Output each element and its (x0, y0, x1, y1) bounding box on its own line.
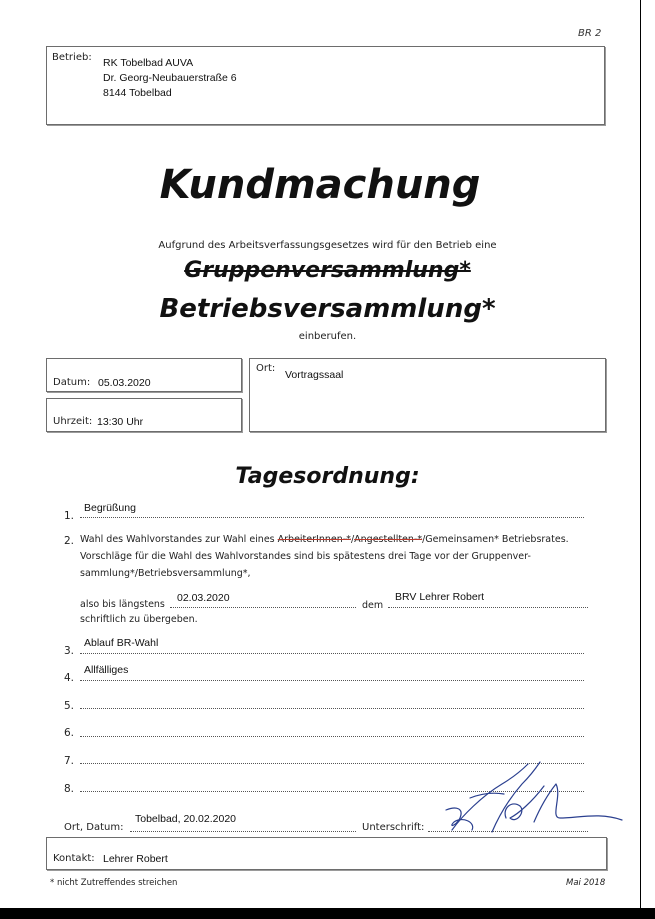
betrieb-street: Dr. Georg-Neubauerstraße 6 (103, 72, 237, 84)
place-date-line (130, 831, 356, 832)
dem-label: dem (362, 600, 384, 611)
assembly-struck-text: Gruppenversammlung* (184, 258, 471, 283)
ort-label: Ort: (256, 363, 276, 374)
footnote: * nicht Zutreffendes streichen (50, 878, 178, 888)
submit-text: schriftlich zu übergeben. (80, 614, 198, 625)
place-date-value: Tobelbad, 20.02.2020 (135, 813, 237, 825)
kontakt-value: Lehrer Robert (103, 853, 168, 865)
agenda-item-4-line (80, 680, 584, 681)
agenda-item-2-text-a: Wahl des Wahlvorstandes zur Wahl eines (80, 534, 278, 545)
until-label: also bis längstens (80, 599, 165, 610)
agenda-item-6-number: 6. (64, 727, 75, 739)
agenda-item-1-text: Begrüßung (84, 502, 136, 514)
edition: Mai 2018 (566, 878, 606, 888)
agenda-item-3-number: 3. (64, 645, 75, 657)
scan-edge (641, 0, 655, 908)
agenda-item-7-number: 7. (64, 755, 75, 767)
agenda-item-2-struck-a: ArbeiterInnen-* (277, 534, 351, 545)
agenda-item-8-number: 8. (64, 783, 75, 795)
assembly-title: Betriebsversammlung* (159, 294, 496, 324)
handwritten-signature (440, 758, 630, 838)
agenda-item-5-number: 5. (64, 700, 75, 712)
ort-value: Vortragssaal (285, 369, 344, 381)
agenda-item-1-line (80, 517, 584, 518)
agenda-item-2-sep-a: / (350, 534, 355, 545)
agenda-item-5-line (80, 708, 584, 709)
betrieb-label: Betrieb: (52, 52, 92, 63)
until-date: 02.03.2020 (177, 592, 230, 604)
betrieb-name: RK Tobelbad AUVA (103, 57, 194, 69)
until-line (170, 607, 356, 608)
agenda-item-2-struck-b: Angestellten-* (354, 534, 423, 545)
datum-value: 05.03.2020 (98, 377, 151, 389)
betrieb-city: 8144 Tobelbad (103, 87, 172, 99)
agenda-item-4-number: 4. (64, 672, 75, 684)
betrieb-box (46, 46, 605, 125)
page-title: Kundmachung (159, 162, 481, 208)
uhrzeit-value: 13:30 Uhr (97, 416, 144, 428)
assembly-struck (0, 258, 655, 283)
uhrzeit-box (46, 398, 242, 432)
agenda-title: Tagesordnung: (235, 464, 420, 489)
agenda-item-2-text-b: /Gemeinsamen* Betriebsrates. (422, 534, 569, 545)
kontakt-label: Kontakt: (53, 853, 95, 864)
form-code: BR 2 (578, 28, 602, 39)
datum-label: Datum: (53, 377, 91, 388)
dem-value: BRV Lehrer Robert (395, 591, 485, 603)
intro-text: Aufgrund des Arbeitsverfassungsgesetzes wird für den Betrieb eine (158, 240, 497, 251)
agenda-item-2-number: 2. (64, 535, 75, 547)
agenda-item-3-text: Ablauf BR-Wahl (84, 637, 159, 649)
ort-box (249, 358, 606, 432)
signature-label: Unterschrift: (362, 822, 425, 833)
agenda-item-4-text: Allfälliges (84, 664, 129, 676)
agenda-item-2-line-1 (80, 531, 569, 548)
agenda-item-3-line (80, 653, 584, 654)
agenda-item-1-number: 1. (64, 510, 75, 522)
datum-box (46, 358, 242, 392)
convened-text: einberufen. (298, 331, 357, 342)
agenda-item-2-line-2: Vorschläge für die Wahl des Wahlvorstandes sind bis spätestens drei Tage vor der Gruppenver- (80, 551, 531, 562)
place-date-label: Ort, Datum: (64, 822, 124, 833)
agenda-item-2-line-3: sammlung*/Betriebsversammlung*, (80, 568, 251, 579)
kontakt-box (46, 837, 607, 870)
dem-line (388, 607, 588, 608)
agenda-item-6-line (80, 736, 584, 737)
uhrzeit-label: Uhrzeit: (53, 416, 93, 427)
